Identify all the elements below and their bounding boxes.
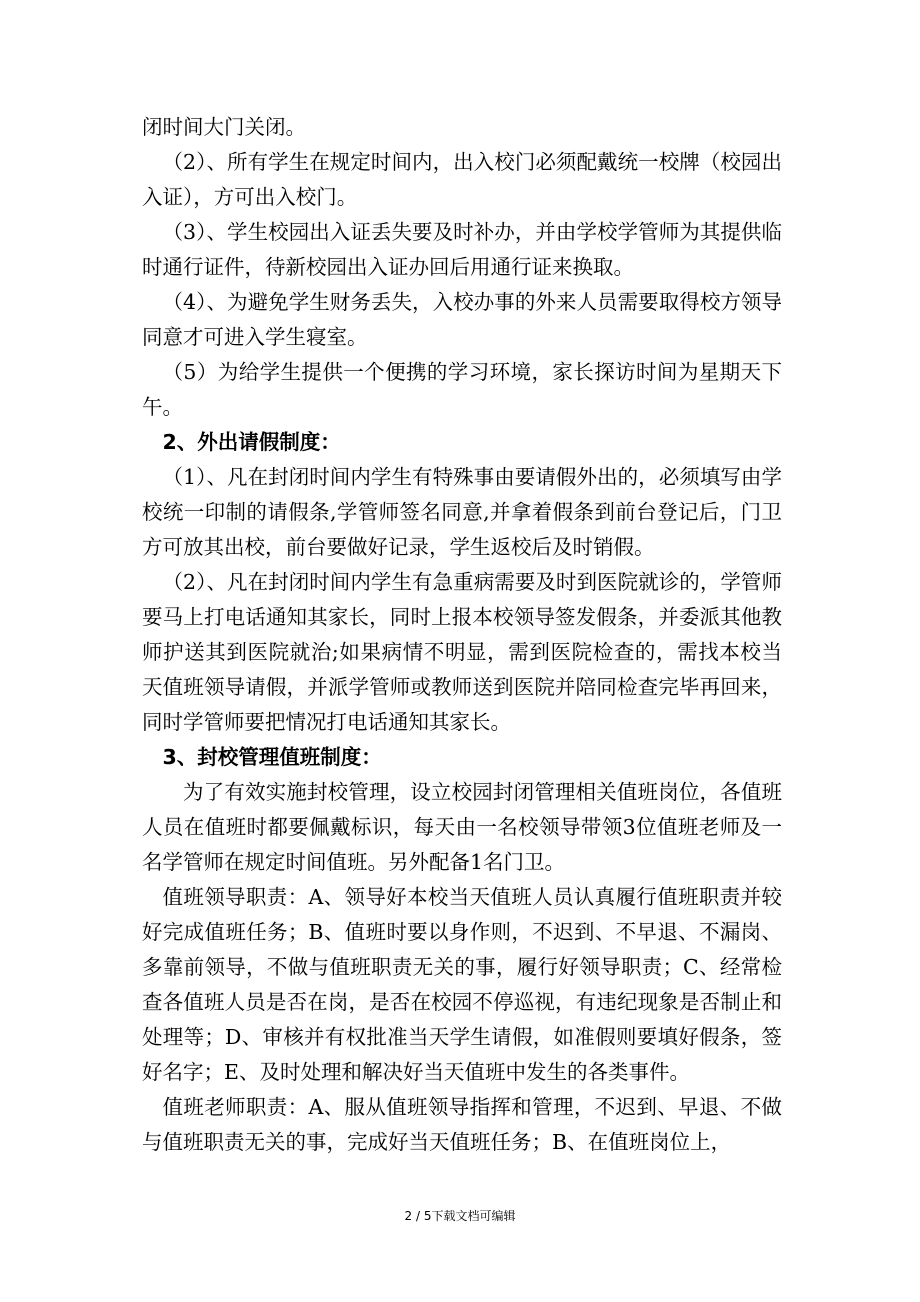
page-footer: 2 / 5下载文档可编辑 [404,1209,516,1223]
paragraph: （1）、凡在封闭时间内学生有特殊事由要请假外出的，必须填写由学校统一印制的请假条,学管师签名同意,并拿着假条到前台登记后，门卫方可放其出校，前台要做好记录，学生返校后及时销假。 [142,465,782,559]
document-body [142,110,782,1160]
paragraph: （4）、为避免学生财务丢失，入校办事的外来人员需要取得校方领导同意才可进入学生寝室。 [142,290,782,349]
section-heading: 3、封校管理值班制度： [162,745,382,769]
paragraph: 为了有效实施封校管理，设立校园封闭管理相关值班岗位，各值班人员在值班时都要佩戴标识，每天由一名校领导带领3位值班老师及一名学管师在规定时间值班。另外配备1名门卫。 [142,780,782,874]
paragraph: （3）、学生校园出入证丢失要及时补办，并由学校学管师为其提供临时通行证件，待新校园出入证办回后用通行证来换取。 [142,220,782,279]
paragraph: （2）、所有学生在规定时间内，出入校门必须配戴统一校牌（校园出入证），方可出入校门。 [142,150,782,209]
paragraph: 闭时间大门关闭。 [142,115,306,139]
paragraph: （5）为给学生提供一个便携的学习环境，家长探访时间为星期天下午。 [142,360,782,419]
paragraph: 值班领导职责：A、领导好本校当天值班人员认真履行值班职责并较好完成值班任务；B、值班时要以身作则，不迟到、不早退、不漏岗、多靠前领导，不做与值班职责无关的事，履行好领导职责；C、经常检查各值班人员是否在岗，是否在校园不停巡视，有违纪现象是否制止和处理等；D、审核并有权批准当天学生请假，如准假则要填好假条，签好名字；E、及时处理和解决好当天值班中发生的各类事件。 [142,885,782,1084]
paragraph: （2）、凡在封闭时间内学生有急重病需要及时到医院就诊的，学管师要马上打电话通知其家长，同时上报本校领导签发假条，并委派其他教师护送其到医院就治;如果病情不明显，需到医院检查的，需找本校当天值班领导请假，并派学管师或教师送到医院并陪同检查完毕再回来，同时学管师要把情况打电话通知其家长。 [142,570,782,734]
section-heading: 2、外出请假制度： [162,430,341,454]
paragraph: 值班老师职责：A、服从值班领导指挥和管理，不迟到、早退、不做与值班职责无关的事，完成好当天值班任务；B、在值班岗位上， [142,1095,782,1154]
